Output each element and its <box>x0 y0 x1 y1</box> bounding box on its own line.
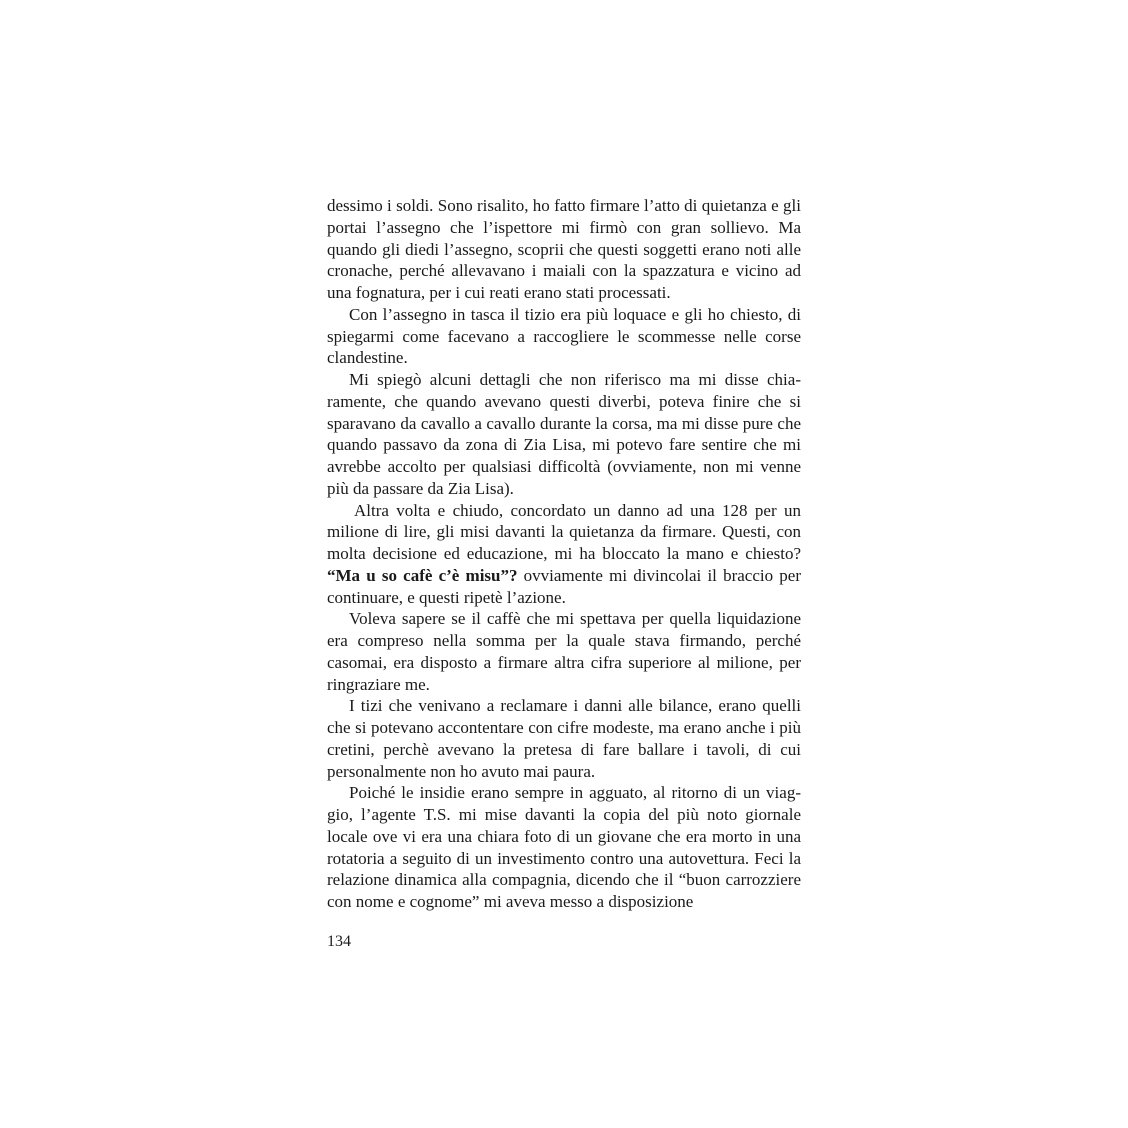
page-number: 134 <box>327 933 351 950</box>
paragraph-text: Altra volta e chiudo, concordato un danno ad una 128 per un milione di lire, gli misi davanti la quietanza da firmare. Questi, con molta decisione ed educazione, mi ha bloccato la mano e chiesto? <box>327 500 801 563</box>
page-body <box>327 195 801 913</box>
paragraph: Voleva sapere se il caffè che mi spettava per quella liquidazione era compreso nella somma per la quale stava firmando, perché casomai, era disposto a firmare altra cifra superiore al milione, per ringraziare me. <box>327 609 801 694</box>
bold-quote: “Ma u so cafè c’è misu”? <box>327 565 518 585</box>
paragraph: dessimo i soldi. Sono risalito, ho fatto firmare l’atto di quietanza e gli portai l’assegno che l’ispettore mi firmò con gran sollievo. Ma quando gli diedi l’assegno, scoprii che questi soggetti erano noti alle cronache, perché allevavano i maiali con la spazzatura e vicino ad una fognatura, per i cui reati erano stati processati. <box>327 196 801 302</box>
paragraph <box>327 500 801 609</box>
paragraph: Mi spiegò alcuni dettagli che non riferisco ma mi disse chiaramente, che quando avevano questi diverbi, poteva finire che si sparavano da cavallo a cavallo durante la corsa, ma mi disse pure che quando passavo da zona di Zia Lisa, mi potevo fare sentire che mi avrebbe accolto per qualsiasi difficoltà (ovviamente, non mi venne più da passare da Zia Lisa). <box>327 370 801 498</box>
paragraph: Poiché le insidie erano sempre in agguato, al ritorno di un viaggio, l’agente T.S. mi mise davanti la copia del più noto giornale locale ove vi era una chiara foto di un giovane che era morto in una rotatoria a seguito di un investimento contro una autovettura. Feci la relazione dinamica alla compagnia, dicendo che il “buon carrozziere con nome e cognome” mi aveva messo a disposizione <box>327 783 801 911</box>
paragraph-text: ovviamente mi divincolai il braccio per continuare, e questi ripetè l’azione. <box>327 565 801 607</box>
paragraph: Con l’assegno in tasca il tizio era più loquace e gli ho chiesto, di spiegarmi come facevano a raccogliere le scommesse nelle corse clandestine. <box>327 304 801 368</box>
paragraph: I tizi che venivano a reclamare i danni alle bilance, erano quelli che si potevano accontentare con cifre modeste, ma erano anche i più cretini, perchè avevano la pretesa di fare ballare i tavoli, di cui personalmente non ho avuto mai paura. <box>327 696 801 781</box>
